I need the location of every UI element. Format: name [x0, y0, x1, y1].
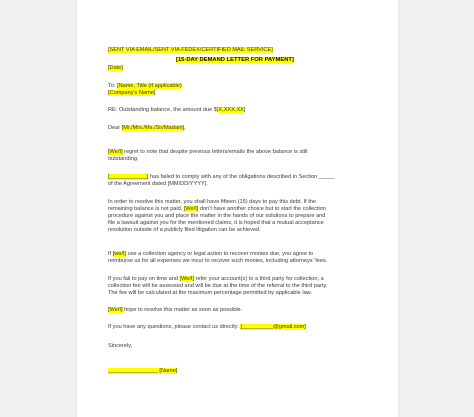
closing-line: Sincerely,: [108, 343, 133, 349]
p1-we: [We/I]: [108, 149, 123, 155]
p4-text-1: use a collection agency or legal action to recover monies due, you agree to: [126, 251, 314, 257]
dear-suffix: ,: [184, 125, 186, 131]
p3-text-2b: don't have another choice but to start the collection: [198, 206, 327, 212]
p5-text-1b: refer your account(s) to a third party for collection, a: [194, 276, 324, 282]
title-rest: -DAY DEMAND LETTER FOR PAYMENT]: [184, 57, 294, 63]
p7-line: [108, 324, 306, 331]
p3-line-5: resolution outside of a publicly filed litigation can be achieved.: [108, 227, 261, 233]
company-line: [108, 90, 155, 97]
p7-email: [__________@gmail.com]: [240, 324, 306, 330]
p5-line-2: collection fee will be assessed and will be due at the time of the referral to the third party.: [108, 283, 328, 289]
p3-line-3: procedure against you and place the matter in the hands of our solutions to prepare and: [108, 213, 326, 219]
re-amount: X,XXX.XX: [218, 107, 244, 113]
signature-blank: ________________: [108, 368, 158, 374]
p1-text-1: regret to note that despite previous letters/emails the above balance is still: [122, 149, 308, 155]
p6-text: hope to resolve this matter as soon as possible.: [122, 307, 243, 313]
p3-line-4: file a lawsuit against you for the mentioned claims, it is hoped that a mutual acceptance: [108, 220, 324, 226]
signature-line: [108, 368, 177, 375]
p5-text-1a: If you fail to pay on time and: [108, 276, 180, 282]
to-line: [108, 83, 182, 90]
p1-line-1: [108, 149, 308, 156]
dear-prefix: Dear: [108, 125, 122, 131]
p2-blank: [____________]: [108, 174, 149, 180]
p6-we: [We/I]: [108, 307, 123, 313]
company-name: [Company's Name]: [108, 90, 156, 96]
sent-via-line: [108, 47, 273, 54]
p2-text-1: has failed to comply with any of the obligations described in Section _____: [148, 174, 335, 180]
salutation-line: [108, 125, 186, 132]
p6-line: [108, 307, 242, 314]
p4-line-1: [108, 251, 313, 258]
signature-name: [Name]: [157, 368, 178, 374]
re-line: [108, 107, 245, 114]
re-close: ]: [243, 107, 246, 113]
p3-text-2a: remaining balance is not paid,: [108, 206, 184, 212]
p5-line-3: The fee will be calculated at the maximum percentage permitted by applicable law.: [108, 290, 312, 296]
re-text: RE: Outstanding balance, the amount due $[: [108, 107, 219, 113]
to-name: [Name, Title (if applicable): [117, 83, 182, 89]
sent-via-text: [SENT VIA EMAIL/SENT VIA FEDEX/CERTIFIED MAIL SERVICE]: [108, 47, 273, 53]
p3-we: [We/I]: [183, 206, 199, 212]
p3-line-1: In order to resolve this matter, you shall have fifteen (15) days to pay this debt. If the: [108, 199, 317, 205]
letter-title: [176, 57, 294, 64]
p7-text: If you have any questions, please contact us directly:: [108, 324, 241, 330]
p1-line-2: outstanding.: [108, 156, 139, 162]
p4-line-2: reimburse us for all expenses we incur to recover such monies, including attorneys' fees.: [108, 258, 328, 264]
to-prefix: To:: [108, 83, 118, 89]
title-days: 15: [177, 57, 185, 63]
p4-if: If: [108, 251, 113, 257]
p5-line-1: [108, 276, 324, 283]
document-page: [77, 0, 398, 417]
p2-line-1: [108, 174, 334, 181]
p3-line-2: [108, 206, 326, 213]
p5-we: [We/I]: [179, 276, 195, 282]
date-line: [108, 65, 123, 72]
p4-we: [we/I]: [112, 251, 127, 257]
title-bracket-open: [: [176, 57, 178, 63]
dear-name: [Mr./Mrs./Ms./Sir/Madam]: [121, 125, 185, 131]
p2-line-2: of the Agreement dated [MM/DD/YYYY].: [108, 181, 208, 187]
date-text: [Date]: [108, 65, 123, 71]
